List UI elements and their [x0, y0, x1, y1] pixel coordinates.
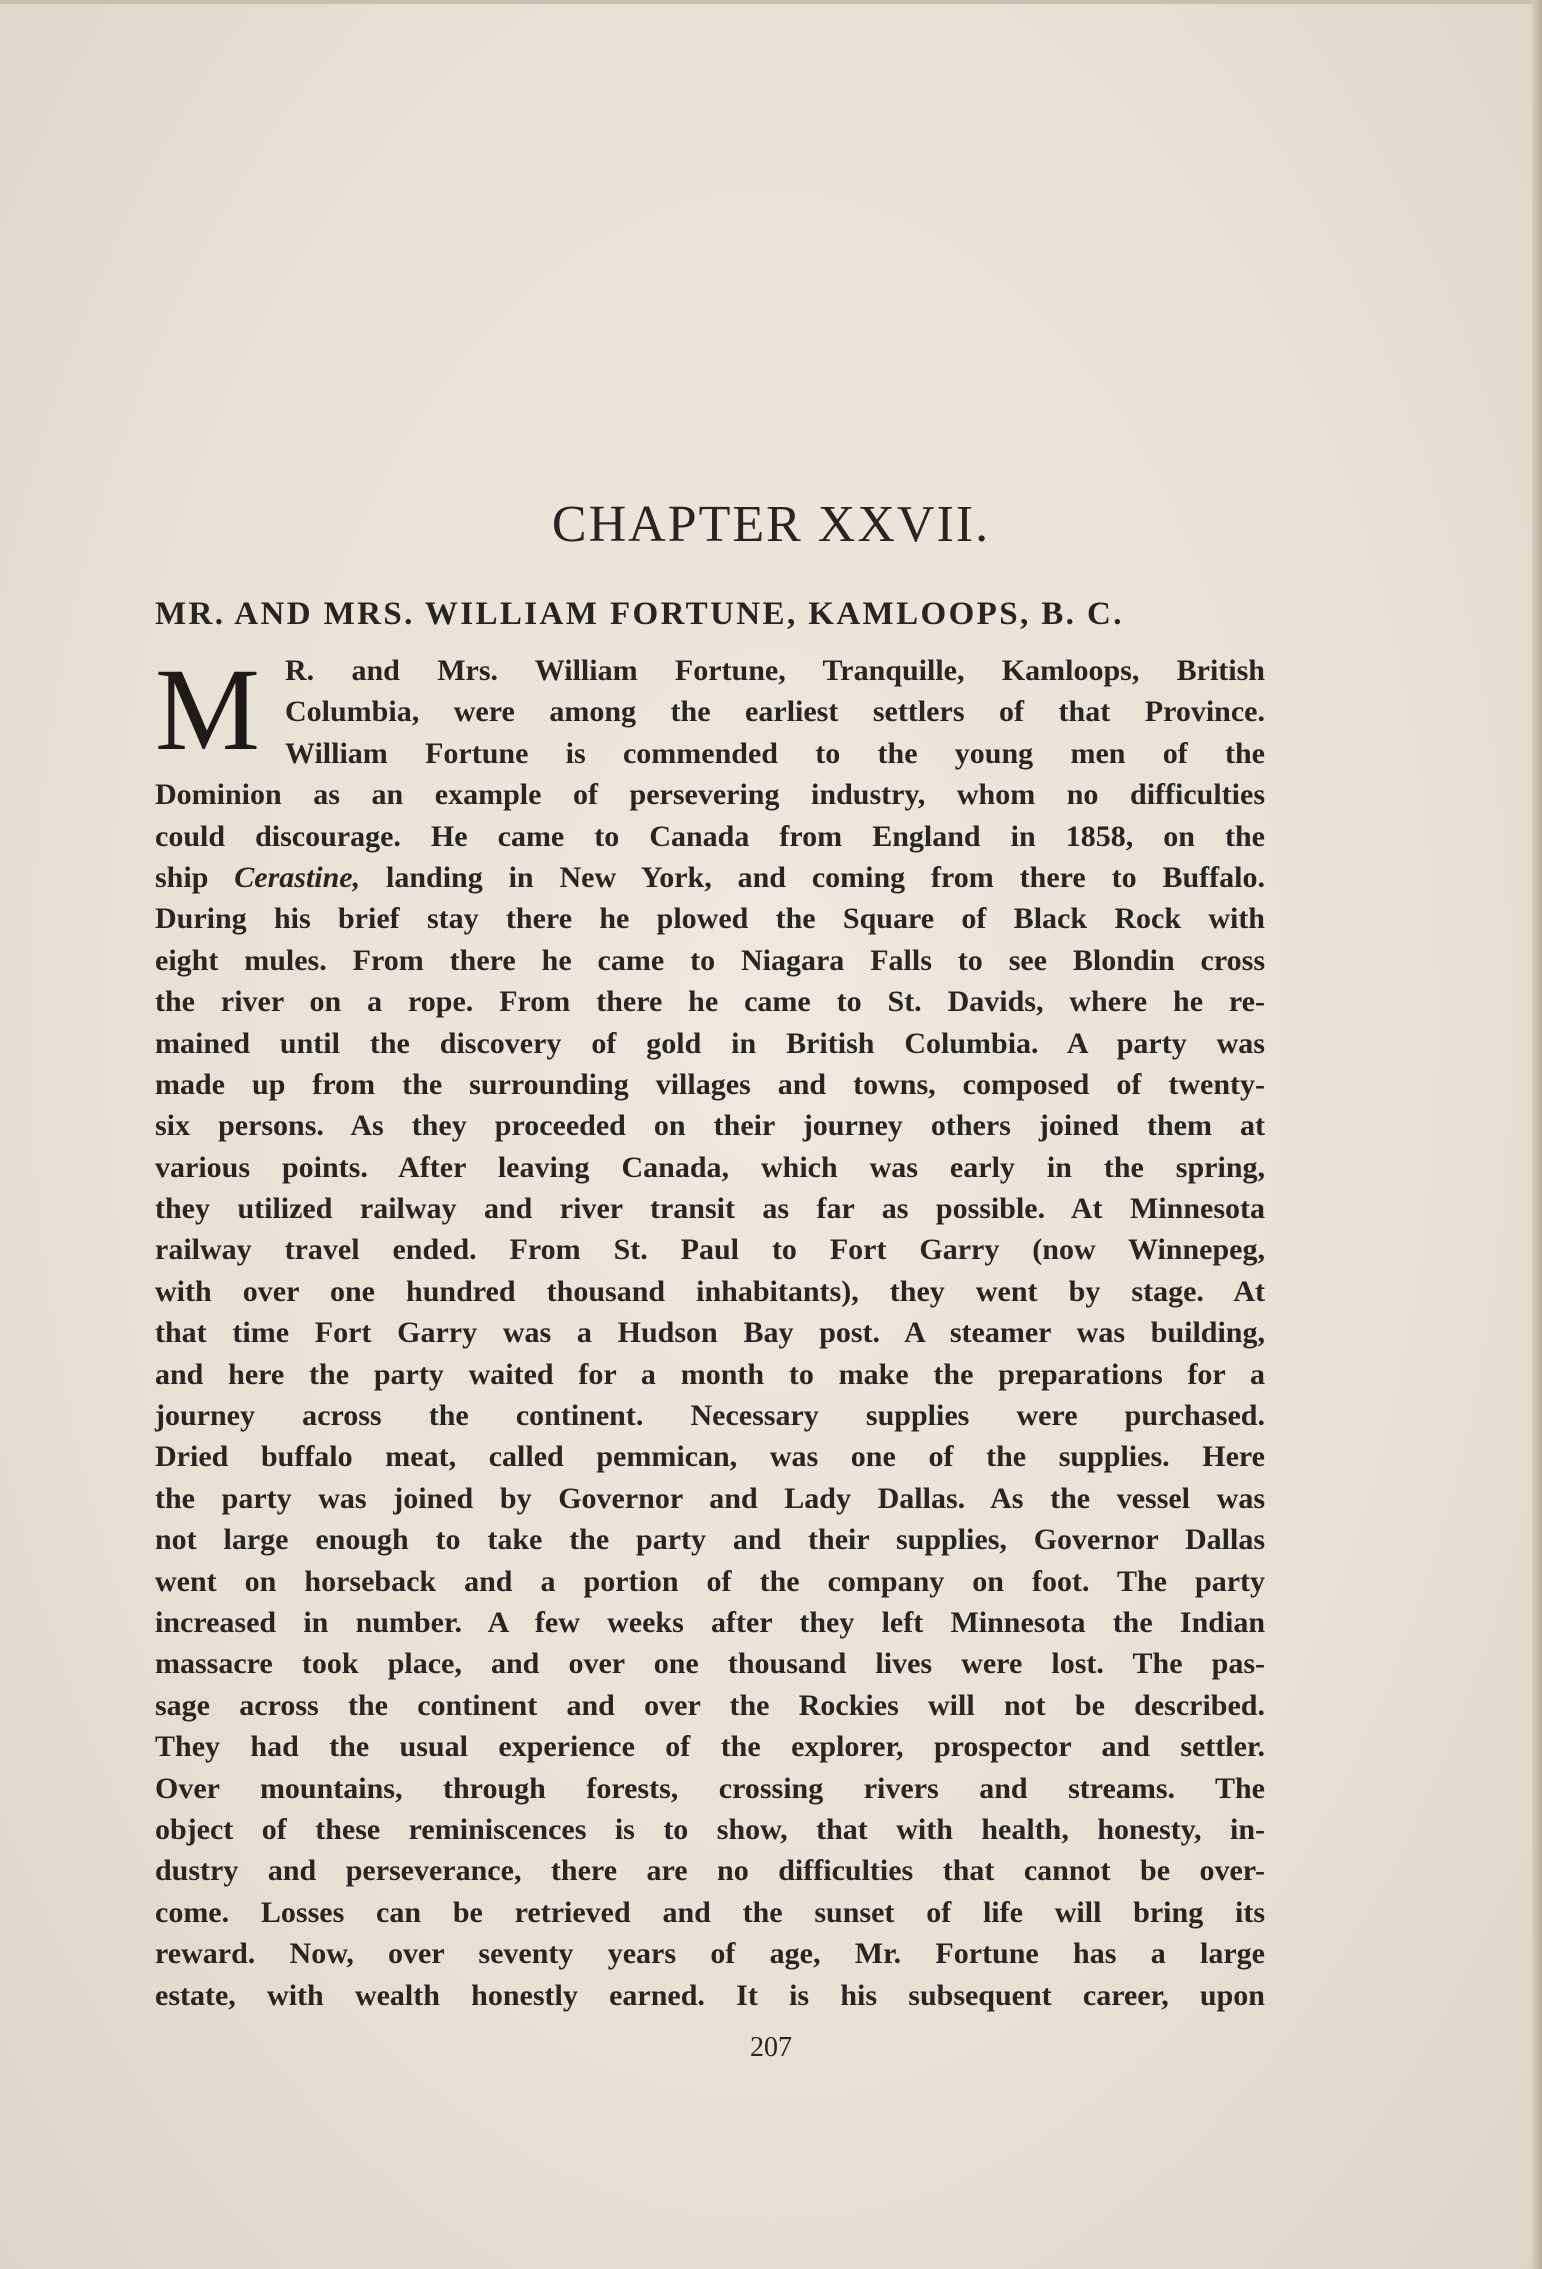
text-line: could discourage. He came to Canada from England in 1858, on the [155, 819, 1265, 853]
text-line: dustry and perseverance, there are no difficulties that cannot be over- [155, 1854, 1265, 1888]
chapter-subtitle: MR. AND MRS. WILLIAM FORTUNE, KAMLOOPS, B. C. [155, 596, 1124, 632]
text-line: Columbia, were among the earliest settlers of that Province. [285, 695, 1265, 729]
text-line: the river on a rope. From there he came to St. Davids, where he re- [155, 985, 1265, 1019]
text-line: the party was joined by Governor and Lady Dallas. As the vessel was [155, 1481, 1265, 1515]
text-line: increased in number. A few weeks after they left Minnesota the Indian [155, 1605, 1265, 1639]
text-line: they utilized railway and river transit as far as possible. At Minnesota [155, 1192, 1265, 1226]
text-line: Dominion as an example of persevering industry, whom no difficulties [155, 778, 1265, 812]
text-line: made up from the surrounding villages and towns, composed of twenty- [155, 1067, 1265, 1101]
page-right-edge [1532, 0, 1542, 2269]
text-line: They had the usual experience of the explorer, prospector and settler. [155, 1730, 1265, 1764]
text-line: not large enough to take the party and their supplies, Governor Dallas [155, 1523, 1265, 1557]
text-line: and here the party waited for a month to make the preparations for a [155, 1357, 1265, 1391]
text-line: sage across the continent and over the Rockies will not be described. [155, 1688, 1265, 1722]
page-number: 207 [750, 2032, 792, 2063]
text-line: railway travel ended. From St. Paul to Fort Garry (now Winnepeg, [155, 1233, 1265, 1267]
body-text [155, 644, 1265, 2016]
text-line: mained until the discovery of gold in British Columbia. A party was [155, 1026, 1265, 1060]
text-line: eight mules. From there he came to Niagara Falls to see Blondin cross [155, 943, 1265, 977]
ship-name: Cerastine, [234, 860, 361, 894]
text-line: six persons. As they proceeded on their journey others joined them at [155, 1109, 1265, 1143]
text-line: with over one hundred thousand inhabitants), they went by stage. At [155, 1274, 1265, 1308]
chapter-title: CHAPTER XXVII. [551, 496, 991, 553]
text-line: R. and Mrs. William Fortune, Tranquille, Kamloops, British [285, 654, 1265, 687]
text-line: During his brief stay there he plowed the Square of Black Rock with [155, 902, 1265, 936]
drop-cap: M [155, 644, 260, 775]
text-line: massacre took place, and over one thousand lives were lost. The pas- [155, 1647, 1265, 1681]
text-fragment: landing in New York, and coming from there to Buffalo. [360, 860, 1265, 894]
text-line: William Fortune is commended to the young men of the [285, 736, 1265, 770]
text-line: went on horseback and a portion of the company on foot. The party [155, 1564, 1265, 1598]
text-line: object of these reminiscences is to show, that with health, honesty, in- [155, 1812, 1265, 1846]
text-line: that time Fort Garry was a Hudson Bay post. A steamer was building, [155, 1316, 1265, 1350]
page-top-edge [0, 0, 1542, 4]
text-line: journey across the continent. Necessary supplies were purchased. [155, 1399, 1265, 1433]
text-fragment: ship [155, 860, 235, 894]
text-line: reward. Now, over seventy years of age, Mr. Fortune has a large [155, 1937, 1265, 1971]
text-line: Dried buffalo meat, called pemmican, was one of the supplies. Here [155, 1440, 1265, 1474]
text-line: various points. After leaving Canada, which was early in the spring, [155, 1150, 1265, 1184]
text-line [155, 857, 1265, 898]
text-line: Over mountains, through forests, crossing rivers and streams. The [155, 1771, 1265, 1805]
text-line: estate, with wealth honestly earned. It is his subsequent career, upon [155, 1978, 1265, 2012]
text-line: come. Losses can be retrieved and the sunset of life will bring its [155, 1895, 1265, 1929]
